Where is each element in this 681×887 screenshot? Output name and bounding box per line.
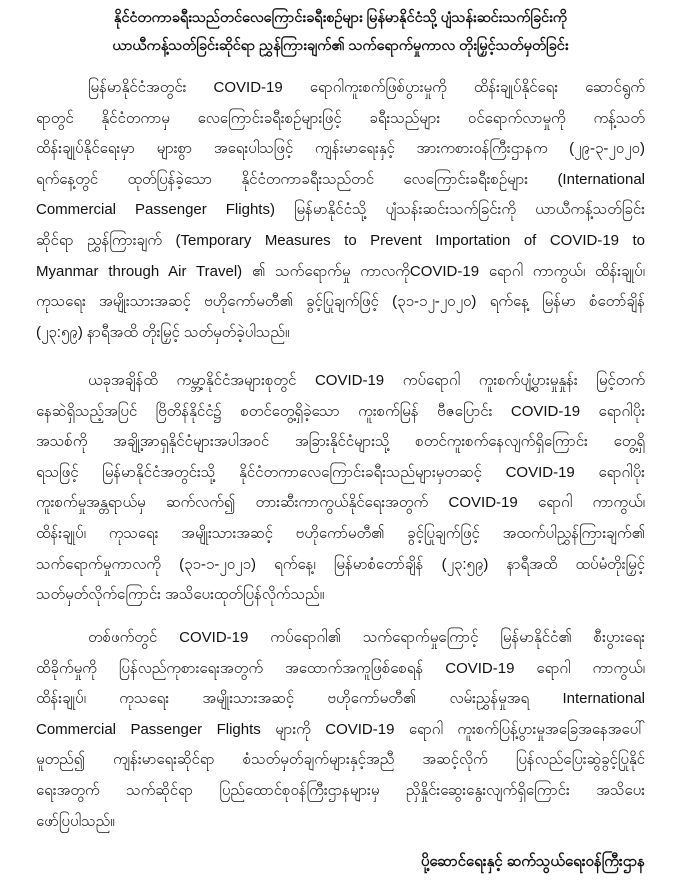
paragraph-line: သတ်မှတ်လိုက်ကြောင်း အသိပေးထုတ်ပြန်လိုက်သည်။ [36,586,325,604]
paragraph-line: အသစ်ကို အချို့အာရှနိုင်ငံများအပါအဝင် အခြားနိုင်ငံများသို့ စတင်ကူးစက်နေလျက်ရှိကြောင်း တွေ့ရှိ [36,433,645,451]
paragraph-line: ထိန်းချုပ်၊ ကုသရေး အမျိုးသားအဆင့် ဗဟိုကော်မတီ၏ လမ်းညွှန်မှုအရ International [36,690,645,708]
paragraph-line: (၂၃:၅၉) နာရီအထိ တိုးမြှင့် သတ်မှတ်ခဲ့ပါသည်။ [36,323,290,341]
paragraph-line: ကူးစက်မှုအန္တရာယ်မှ ဆက်လက်၍ တားဆီးကာကွယ်နိုင်ရေးအတွက် COVID-19 ရောဂါ ကာကွယ်၊ [36,494,645,512]
paragraph-line: ထိခိုက်မှုကို ပြန်လည်ကုစားရေးအတွက် အထောက်အကူဖြစ်စေရန် COVID-19 ရောဂါ ကာကွယ်၊ [36,659,645,677]
paragraph-line: ရက်နေ့တွင် ထုတ်ပြန်ခဲ့သော နိုင်ငံတကာခရီးသည်တင် လေကြောင်းခရီးစဉ်များ (International [36,170,645,188]
paragraph-2 [36,366,645,611]
paragraph-3 [36,623,645,837]
paragraph-line: Commercial Passenger Flights များကို COVID-19 ရောဂါ ကူးစက်ပြန့်ပွားမှုအခြေအနေအပေါ် [36,720,645,738]
paragraph-line: ရသဖြင့် မြန်မာနိုင်ငံအတွင်းသို့ နိုင်ငံတကာလေကြောင်းခရီးသည်များမှတဆင့် COVID-19 ရောဂါပိုး [36,463,645,481]
paragraph-line: ကုသရေး အမျိုးသားအဆင့် ဗဟိုကော်မတီ၏ ခွင့်ပြုချက်ဖြင့် (၃၁-၁၂-၂၀၂၀) ရက်နေ့ မြန်မာ စံတော်ချိန် [36,293,645,311]
title-line: နိုင်ငံတကာခရီးသည်တင်လေကြောင်းခရီးစဉ်များ မြန်မာနိုင်ငံသို့ ပျံသန်းဆင်းသက်ခြင်းကို [113,10,568,26]
paragraph-line: ရာတွင် နိုင်ငံတကာမှ လေကြောင်းခရီးစဉ်များဖြင့် ခရီးသည်များ ဝင်ရောက်လာမှုကို ကန့်သတ် [36,109,645,127]
paragraph-1 [36,73,645,348]
paragraph-line: ထိန်းချုပ်၊ ကုသရေး အမျိုးသားအဆင့် ဗဟိုကော်မတီ၏ ခွင့်ပြုချက်ဖြင့် အထက်ပါညွှန်ကြားချက်၏ [36,524,645,542]
title-line: ယာယီကန့်သတ်ခြင်းဆိုင်ရာ ညွှန်ကြားချက်၏ သက်ရောက်မှုကာလ တိုးမြှင့်သတ်မှတ်ခြင်း [112,38,569,54]
paragraph-line: မြန်မာနိုင်ငံအတွင်း COVID-19 ရောဂါကူးစက်ဖြစ်ပွားမှုကို ထိန်းချုပ်နိုင်ရေး ဆောင်ရွက် [88,79,645,96]
paragraph-line: ဖော်ပြပါသည်။ [36,812,115,830]
paragraph-line: ဆိုင်ရာ ညွှန်ကြားချက် (Temporary Measures to Prevent Importation of COVID-19 to [36,231,645,249]
paragraph-line: Myanmar through Air Travel) ၏ သက်ရောက်မှု ကာလကိုCOVID-19 ရောဂါ ကာကွယ်၊ ထိန်းချုပ်၊ [36,262,645,280]
paragraph-line: ယခုအချိန်ထိ ကမ္ဘာ့နိုင်ငံအများစုတွင် COVID-19 ကပ်ရောဂါ ကူးစက်ပျံ့ပွားမှုနှုန်း မြင့်တက် [88,372,645,389]
paragraph-line: သက်ရောက်မှုကာလကို (၃၁-၁-၂၀၂၁) ရက်နေ့၊ မြန်မာစံတော်ချိန် (၂၃:၅၉) နာရီအထိ ထပ်မံတိုးမြှင့် [36,555,645,573]
paragraph-line: တစ်ဖက်တွင် COVID-19 ကပ်ရောဂါ၏ သက်ရောက်မှုကြောင့် မြန်မာနိုင်ငံ၏ စီးပွားရေး [88,629,645,646]
paragraph-line: နေဆဲရှိသည့်အပြင် ဗြိတိန်နိုင်ငံ၌ စတင်တွေ့ရှိခဲ့သော ကူးစက်မြန် ဗီဇပြောင်း COVID-19 ရောဂါပိုး [36,402,645,420]
paragraph-line: မူတည်၍ ကျန်းမာရေးဆိုင်ရာ စံသတ်မှတ်ချက်များနှင့်အညီ အဆင့်လိုက် ပြန်လည်ပြေးဆွဲခွင့်ပြုနိုင် [36,751,645,769]
paragraph-line: Commercial Passenger Flights) မြန်မာနိုင်ငံသို့ ပျံသန်းဆင်းသက်ခြင်းကို ယာယီကန့်သတ်ခြင်း [36,201,645,219]
document-title [20,4,661,60]
paragraph-line: ရေးအတွက် သက်ဆိုင်ရာ ပြည်ထောင်စုဝန်ကြီးဌာနများမှ ညှိနှိုင်းဆွေးနွေးလျက်ရှိကြောင်း အသိပေး [36,781,645,799]
issuer-signature: ပို့ဆောင်ရေးနှင့် ဆက်သွယ်ရေးဝန်ကြီးဌာန [420,853,645,870]
paragraph-line: ထိန်းချုပ်နိုင်ရေးမှာ များစွာ အရေးပါသဖြင့် ကျန်းမာရေးနှင့် အားကစားဝန်ကြီးဌာနက (၂၉-၃-၂၀၂၀) [36,140,645,158]
